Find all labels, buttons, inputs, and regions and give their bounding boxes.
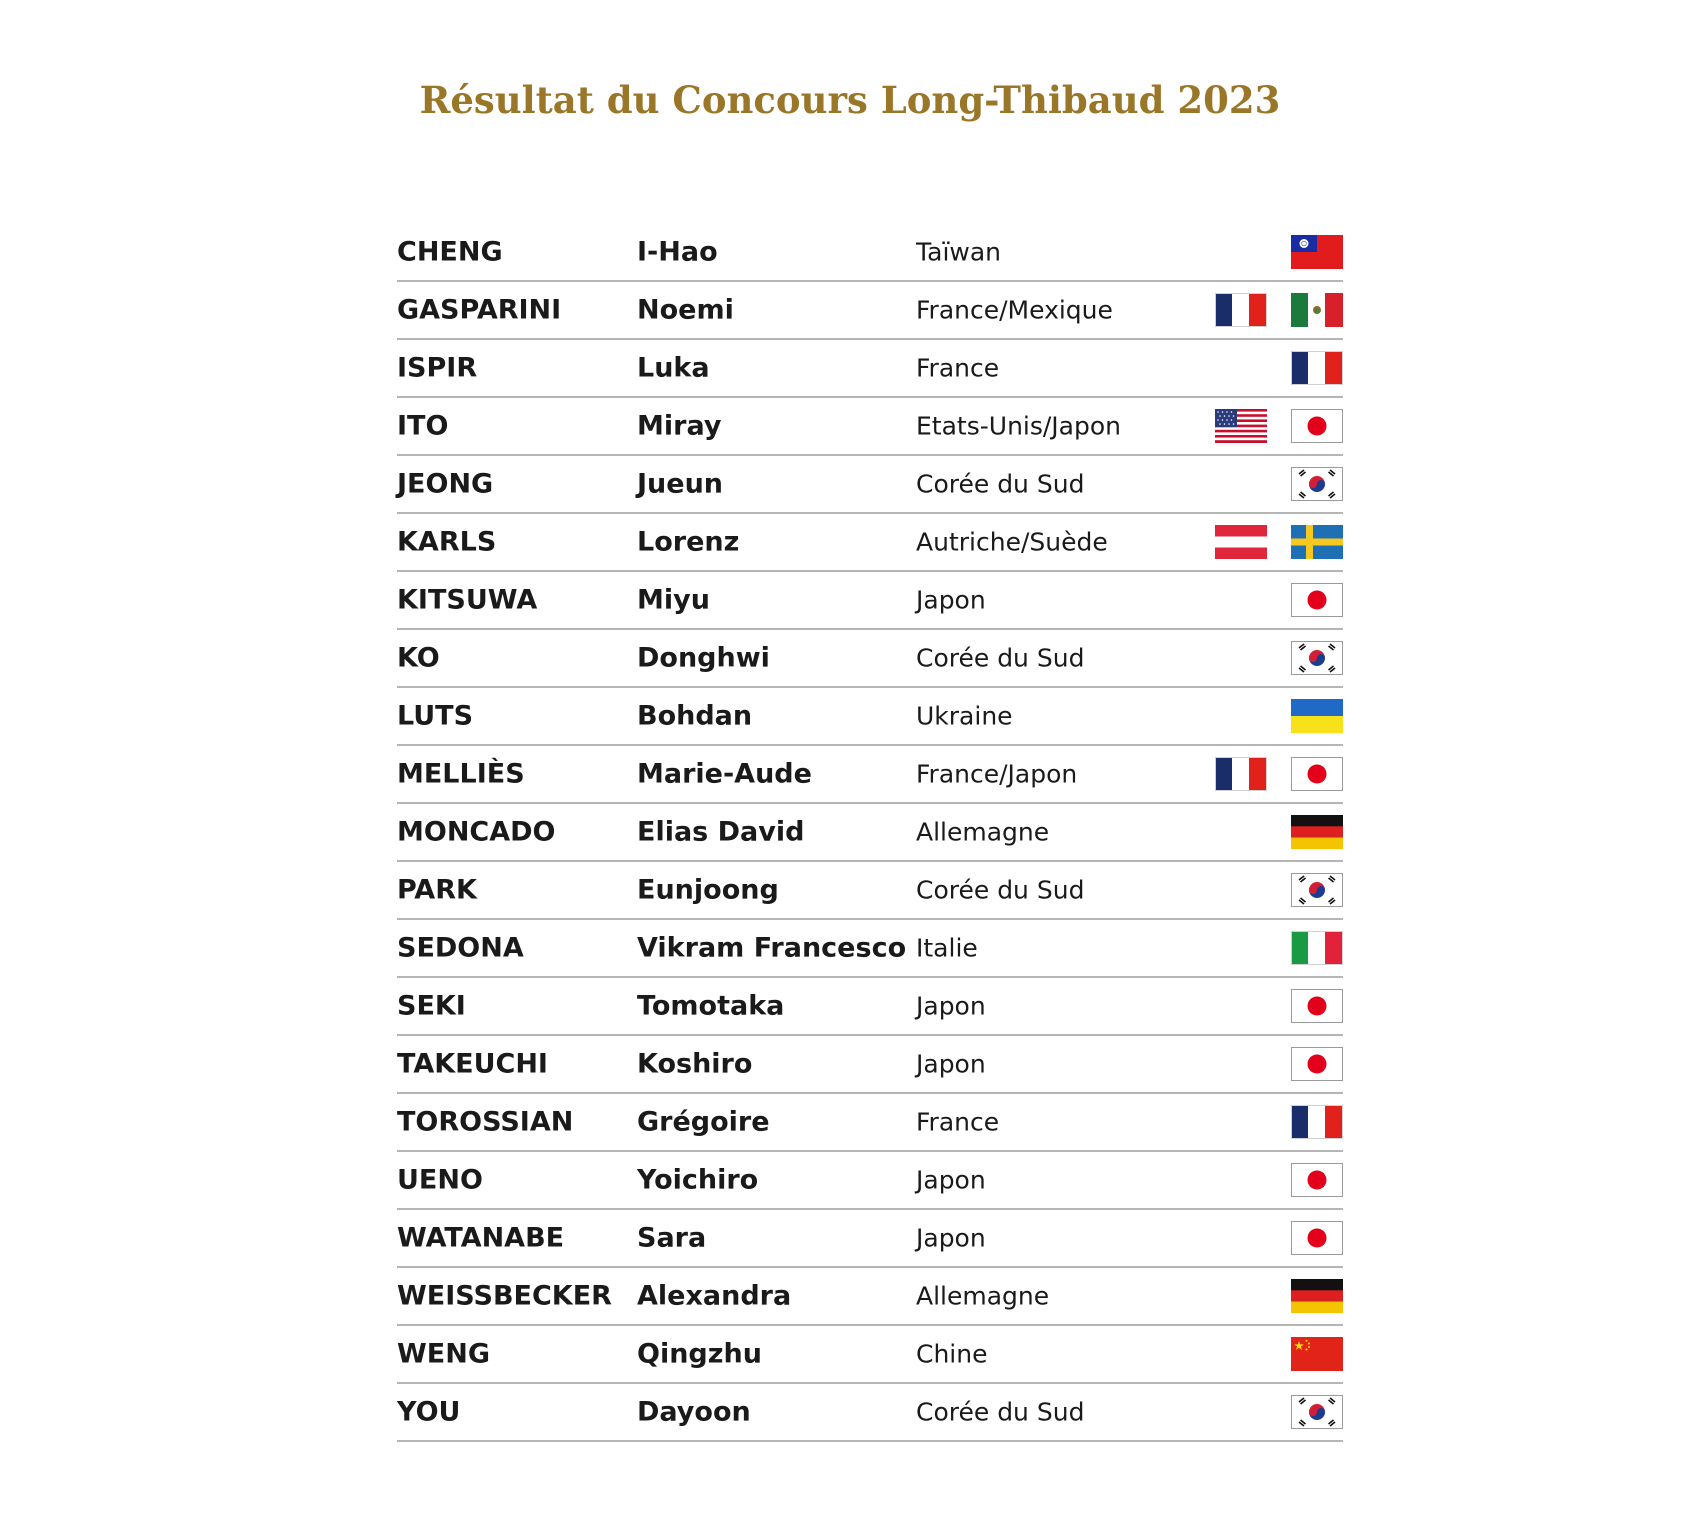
japan-flag-icon <box>1291 409 1343 443</box>
first-name: Elias David <box>637 816 805 848</box>
japan-flag-icon <box>1291 757 1343 791</box>
first-name: Luka <box>637 352 710 384</box>
country-name: Japon <box>916 991 986 1021</box>
usa-flag-icon <box>1215 409 1267 443</box>
last-name: GASPARINI <box>397 294 562 326</box>
austria-flag-icon <box>1215 525 1267 559</box>
country-name: France <box>916 1107 1000 1137</box>
last-name: MONCADO <box>397 816 556 848</box>
first-name: Sara <box>637 1222 707 1254</box>
first-name: Marie-Aude <box>637 758 812 790</box>
last-name: SEKI <box>397 990 466 1022</box>
japan-flag-icon <box>1291 989 1343 1023</box>
last-name: KITSUWA <box>397 584 538 616</box>
last-name: ITO <box>397 410 449 442</box>
sweden-flag-icon <box>1291 525 1343 559</box>
last-name: WEISSBECKER <box>397 1280 612 1312</box>
france-flag-icon <box>1291 351 1343 385</box>
table-row <box>397 514 1343 572</box>
country-name: Taïwan <box>916 237 1002 267</box>
table-row <box>397 1094 1343 1152</box>
first-name: Koshiro <box>637 1048 753 1080</box>
japan-flag-icon <box>1291 1221 1343 1255</box>
last-name: MELLIÈS <box>397 758 525 790</box>
country-name: Japon <box>916 1165 986 1195</box>
country-name: Japon <box>916 1223 986 1253</box>
japan-flag-icon <box>1291 1163 1343 1197</box>
country-name: Chine <box>916 1339 988 1369</box>
last-name: ISPIR <box>397 352 478 384</box>
table-row <box>397 1210 1343 1268</box>
table-row <box>397 978 1343 1036</box>
country-name: Italie <box>916 933 978 963</box>
table-row <box>397 920 1343 978</box>
table-row <box>397 572 1343 630</box>
last-name: LUTS <box>397 700 474 732</box>
first-name: Donghwi <box>637 642 770 674</box>
last-name: YOU <box>397 1396 461 1428</box>
france-flag-icon <box>1215 757 1267 791</box>
first-name: Noemi <box>637 294 734 326</box>
china-flag-icon <box>1291 1337 1343 1371</box>
first-name: Dayoon <box>637 1396 751 1428</box>
first-name: Alexandra <box>637 1280 792 1312</box>
first-name: Jueun <box>637 468 724 500</box>
last-name: TOROSSIAN <box>397 1106 574 1138</box>
table-row <box>397 340 1343 398</box>
last-name: WENG <box>397 1338 490 1370</box>
france-flag-icon <box>1215 293 1267 327</box>
germany-flag-icon <box>1291 815 1343 849</box>
mexico-flag-icon <box>1291 293 1343 327</box>
first-name: Yoichiro <box>637 1164 759 1196</box>
country-name: Corée du Sud <box>916 643 1085 673</box>
japan-flag-icon <box>1291 1047 1343 1081</box>
japan-flag-icon <box>1291 583 1343 617</box>
first-name: Vikram Francesco <box>637 932 907 964</box>
last-name: UENO <box>397 1164 483 1196</box>
country-name: Allemagne <box>916 1281 1050 1311</box>
last-name: PARK <box>397 874 477 906</box>
table-row <box>397 804 1343 862</box>
last-name: CHENG <box>397 236 503 268</box>
table-row <box>397 1152 1343 1210</box>
table-row <box>397 746 1343 804</box>
first-name: Miray <box>637 410 722 442</box>
first-name: Lorenz <box>637 526 740 558</box>
country-name: Japon <box>916 1049 986 1079</box>
country-name: Allemagne <box>916 817 1050 847</box>
table-row <box>397 456 1343 514</box>
last-name: KO <box>397 642 440 674</box>
first-name: Tomotaka <box>637 990 785 1022</box>
page-title: Résultat du Concours Long-Thibaud 2023 <box>419 78 1281 122</box>
country-name: Corée du Sud <box>916 469 1085 499</box>
table-row <box>397 1384 1343 1442</box>
table-row <box>397 862 1343 920</box>
korea-flag-icon <box>1291 467 1343 501</box>
last-name: TAKEUCHI <box>397 1048 548 1080</box>
taiwan-flag-icon <box>1291 235 1343 269</box>
last-name: KARLS <box>397 526 497 558</box>
germany-flag-icon <box>1291 1279 1343 1313</box>
country-name: Corée du Sud <box>916 1397 1085 1427</box>
table-row <box>397 1036 1343 1094</box>
table-row <box>397 688 1343 746</box>
korea-flag-icon <box>1291 1395 1343 1429</box>
france-flag-icon <box>1291 1105 1343 1139</box>
country-name: Autriche/Suède <box>916 527 1108 557</box>
first-name: Miyu <box>637 584 710 616</box>
first-name: Grégoire <box>637 1106 770 1138</box>
country-name: Etats-Unis/Japon <box>916 411 1122 441</box>
table-row <box>397 282 1343 340</box>
country-name: France/Mexique <box>916 295 1113 325</box>
table-row <box>397 1326 1343 1384</box>
table-row <box>397 398 1343 456</box>
last-name: WATANABE <box>397 1222 565 1254</box>
table-row <box>397 224 1343 282</box>
first-name: Bohdan <box>637 700 753 732</box>
country-name: Corée du Sud <box>916 875 1085 905</box>
last-name: JEONG <box>397 468 494 500</box>
table-row <box>397 1268 1343 1326</box>
first-name: I-Hao <box>637 236 718 268</box>
country-name: Japon <box>916 585 986 615</box>
last-name: SEDONA <box>397 932 524 964</box>
korea-flag-icon <box>1291 641 1343 675</box>
table-row <box>397 630 1343 688</box>
ukraine-flag-icon <box>1291 699 1343 733</box>
results-table <box>397 224 1343 1442</box>
country-name: France/Japon <box>916 759 1078 789</box>
country-name: Ukraine <box>916 701 1013 731</box>
country-name: France <box>916 353 1000 383</box>
korea-flag-icon <box>1291 873 1343 907</box>
first-name: Eunjoong <box>637 874 779 906</box>
italy-flag-icon <box>1291 931 1343 965</box>
first-name: Qingzhu <box>637 1338 762 1370</box>
